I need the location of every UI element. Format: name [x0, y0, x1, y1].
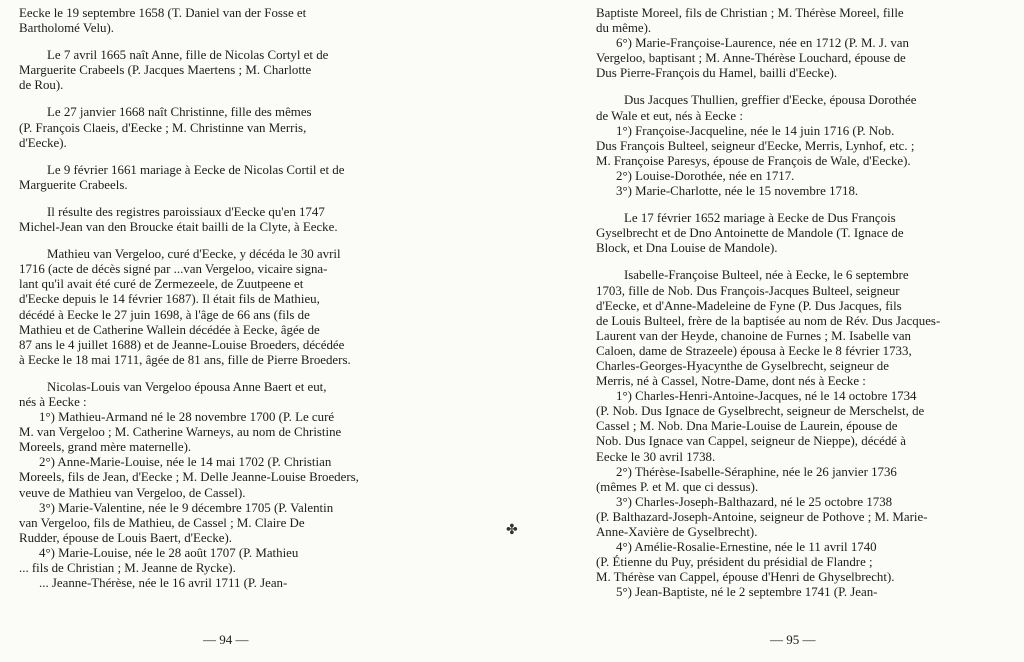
text-line: Eecke le 19 septembre 1658 (T. Daniel van der Fosse et [19, 6, 307, 20]
text-line: Il résulte des registres paroissiaux d'Eecke qu'en 1747 [47, 204, 325, 219]
text-line: Eecke le 30 avril 1738. [596, 449, 716, 464]
text-line: Merris, né à Cassel, Notre-Dame, dont nés à Eecke : [596, 374, 866, 389]
text-line: (P. François Claeis, d'Eecke ; M. Christinne van Merris, [19, 120, 307, 135]
text-line: veuve de Mathieu van Vergeloo, de Cassel). [19, 485, 246, 500]
text-line: Bartholomé Velu). [19, 21, 114, 36]
text-line: Marguerite Crabeels (P. Jacques Maertens ; M. Charlotte [19, 63, 312, 78]
text-line: (P. Étienne du Puy, président du présidial de Flandre ; [596, 555, 873, 570]
text-line: Dus Pierre-François du Hamel, bailli d'Eecke). [596, 66, 838, 81]
text-line: 87 ans le 4 juillet 1688) et de Jeanne-Louise Broeders, décédée [19, 337, 345, 352]
text-line: 6°) Marie-Françoise-Laurence, née en 1712 (P. M. J. van [616, 36, 909, 51]
text-line: Nicolas-Louis van Vergeloo épousa Anne Baert et eut, [47, 379, 327, 394]
text-line: 3°) Marie-Charlotte, née le 15 novembre 1718. [616, 184, 859, 199]
text-line: (P. Balthazard-Joseph-Antoine, seigneur de Pothove ; M. Marie- [596, 509, 928, 524]
text-line: Charles-Georges-Hyacynthe de Gyselbrecht, seigneur de [596, 358, 889, 373]
text-line: Gyselbrecht et de Dno Antoinette de Mandole (T. Ignace de [596, 226, 904, 241]
paragraph [596, 211, 1000, 256]
text-line: Le 9 février 1661 mariage à Eecke de Nicolas Cortil et de [47, 162, 345, 177]
text-line: Dus Jacques Thullien, greffier d'Eecke, épousa Dorothée [624, 93, 917, 108]
text-line: 1716 (acte de décès signé par ...van Vergeloo, vicaire signa- [19, 262, 328, 277]
ink-speck: ✤ [506, 523, 518, 538]
text-line: van Vergeloo, fils de Mathieu, de Cassel ; M. Claire De [19, 515, 305, 530]
text-line: à Eecke le 18 mai 1711, âgée de 81 ans, fille de Pierre Broeders. [19, 352, 351, 367]
text-line: Caloen, dame de Strazeele) épousa à Eecke le 8 février 1733, [596, 343, 912, 358]
text-line: 3°) Marie-Valentine, née le 9 décembre 1705 (P. Valentin [39, 500, 334, 515]
text-line: 2°) Thérèse-Isabelle-Séraphine, née le 26 janvier 1736 [616, 464, 897, 479]
text-line: 1°) Charles-Henri-Antoine-Jacques, né le 14 octobre 1734 [616, 389, 917, 404]
text-line: d'Eecke, et d'Anne-Madeleine de Fyne (P. Dus Jacques, fils [596, 298, 902, 313]
text-line: décédé à Eecke le 27 juin 1698, à l'âge de 66 ans (fils de [19, 307, 310, 322]
page-number: — 94 — [203, 632, 249, 647]
text-line: Michel-Jean van den Broucke était bailli de la Clyte, à Eecke. [19, 220, 338, 235]
text-line: de Rou). [19, 78, 64, 93]
text-line: de Wale et eut, nés à Eecke : [596, 108, 743, 123]
text-line: 2°) Anne-Marie-Louise, née le 14 mai 1702 (P. Christian [39, 455, 332, 470]
text-line: Marguerite Crabeels. [19, 177, 128, 192]
text-line: 1°) Mathieu-Armand né le 28 novembre 1700 (P. Le curé [39, 410, 335, 425]
left-page [19, 6, 427, 656]
text-line: 5°) Jean-Baptiste, né le 2 septembre 1741 (P. Jean- [616, 585, 878, 600]
text-line: Le 27 janvier 1668 naît Christinne, fille des mêmes [47, 105, 312, 120]
text-line: Block, et Dna Louise de Mandole). [596, 241, 778, 256]
text-line: (mêmes P. et M. que ci dessus). [596, 479, 759, 494]
text-line: Le 7 avril 1665 naît Anne, fille de Nicolas Cortyl et de [47, 48, 329, 63]
paragraph [19, 105, 427, 150]
text-line: Mathieu van Vergeloo, curé d'Eecke, y décéda le 30 avril [47, 247, 341, 262]
text-line: M. Françoise Paresys, épouse de François de Wale, d'Eecke). [596, 153, 911, 168]
paragraph [596, 93, 1000, 199]
page-gutter [508, 0, 510, 662]
paragraph [19, 48, 427, 93]
paragraph [596, 268, 1000, 600]
text-line: M. van Vergeloo ; M. Catherine Warneys, au nom de Christine [19, 425, 342, 440]
text-line: Anne-Xavière de Gyselbrecht). [596, 525, 758, 539]
paragraph [19, 6, 427, 36]
paragraph [19, 247, 427, 368]
text-line: 3°) Charles-Joseph-Balthazard, né le 25 octobre 1738 [616, 494, 893, 509]
text-line: de Louis Bulteel, frère de la baptisée au nom de Rév. Dus Jacques- [596, 313, 941, 328]
text-line: Baptiste Moreel, fils de Christian ; M. Thérèse Moreel, fille [596, 6, 904, 20]
text-line: d'Eecke). [19, 135, 67, 150]
text-line: M. Thérèse van Cappel, épouse d'Henri de Ghyselbrecht). [596, 570, 895, 585]
text-line: Rudder, épouse de Louis Baert, d'Eecke). [19, 530, 232, 545]
text-line: 4°) Marie-Louise, née le 28 août 1707 (P. Mathieu [39, 545, 299, 560]
text-line: Moreels, grand mère maternelle). [19, 440, 192, 455]
text-line: Nob. Dus Ignace van Cappel, seigneur de Nieppe), décédé à [596, 434, 906, 449]
text-line: Mathieu et de Catherine Wallein décédée à Eecke, âgée de [19, 322, 320, 337]
right-page [596, 6, 1000, 656]
text-line: 1703, fille de Nob. Dus François-Jacques Bulteel, seigneur [596, 283, 900, 298]
paragraph [19, 380, 427, 591]
text-line: Le 17 février 1652 mariage à Eecke de Dus François [624, 211, 896, 226]
text-line: lant qu'il avait été curé de Zermezeele, de Zuutpeene et [19, 277, 304, 292]
text-line: Moreels, fils de Jean, d'Eecke ; M. Delle Jeanne-Louise Broeders, [19, 470, 359, 485]
paragraph [596, 6, 1000, 81]
paragraph [19, 205, 427, 235]
paragraph [19, 163, 427, 193]
text-line: du même). [596, 21, 652, 36]
text-line: Dus François Bulteel, seigneur d'Eecke, Merris, Lynhof, etc. ; [596, 138, 915, 153]
text-line: Vergeloo, baptisant ; M. Anne-Thérèse Louchard, épouse de [596, 51, 906, 66]
text-line: ... fils de Christian ; M. Jeanne de Rycke). [19, 561, 236, 575]
text-line: Cassel ; M. Nob. Dna Marie-Louise de Laurein, épouse de [596, 419, 898, 434]
text-line: Isabelle-Françoise Bulteel, née à Eecke, le 6 septembre [624, 268, 909, 283]
text-line: 1°) Françoise-Jacqueline, née le 14 juin 1716 (P. Nob. [616, 123, 895, 138]
text-line: Laurent van der Heyde, chanoine de Furnes ; M. Isabelle van [596, 328, 911, 343]
page-number: — 95 — [770, 632, 816, 647]
text-line: ... Jeanne-Thérèse, née le 16 avril 1711 (P. Jean- [39, 576, 288, 591]
text-line: d'Eecke depuis le 14 février 1687). Il était fils de Mathieu, [19, 292, 320, 307]
text-line: 4°) Amélie-Rosalie-Ernestine, née le 11 avril 1740 [616, 540, 877, 555]
text-line: (P. Nob. Dus Ignace de Gyselbrecht, seigneur de Merschelst, de [596, 404, 925, 419]
text-line: 2°) Louise-Dorothée, née en 1717. [616, 168, 795, 183]
text-line: nés à Eecke : [19, 394, 87, 409]
